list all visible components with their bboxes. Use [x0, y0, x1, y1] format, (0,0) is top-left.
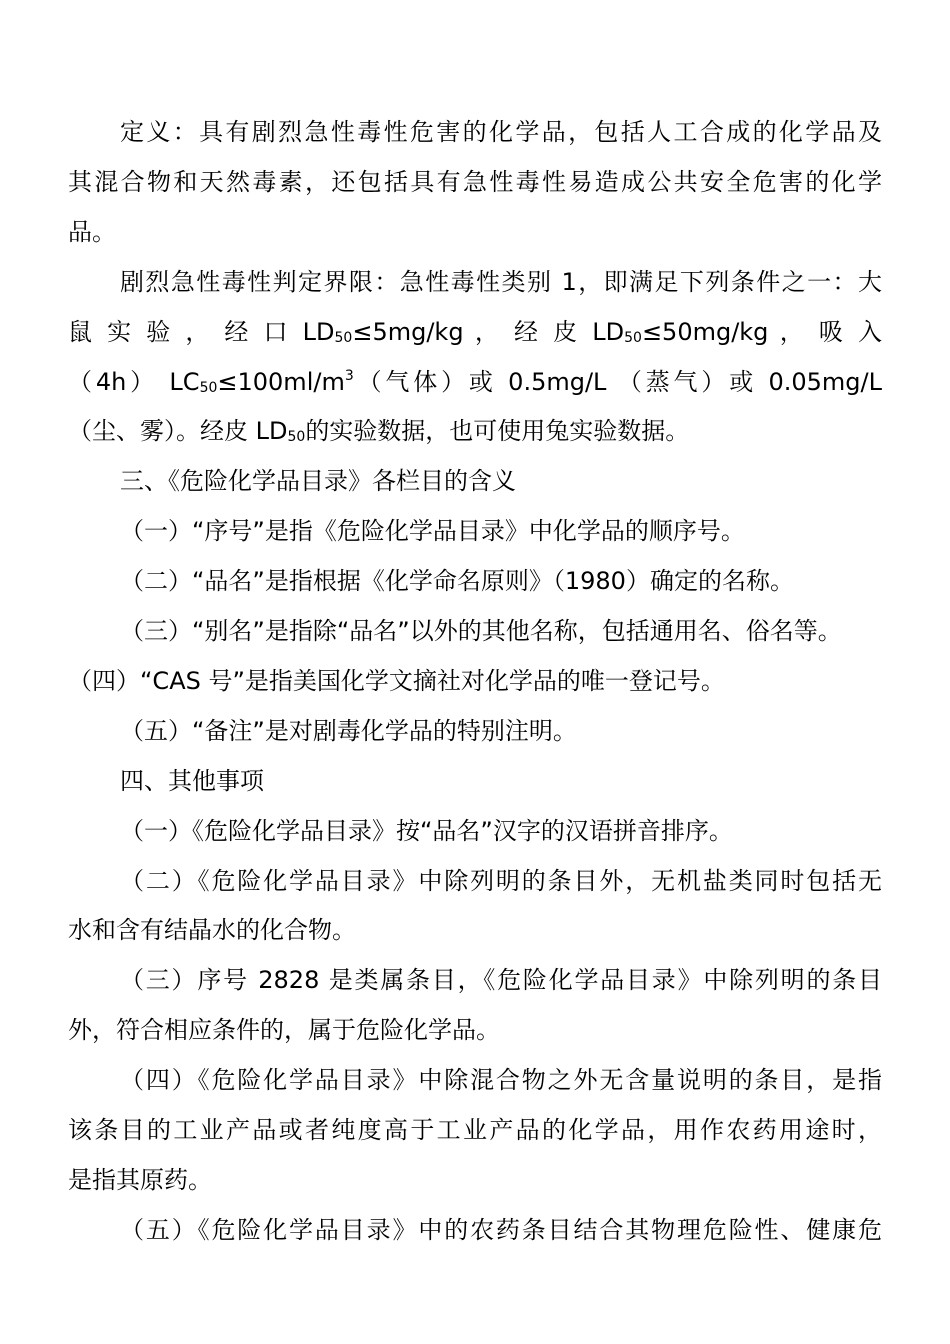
ld50-subscript: 50: [287, 429, 306, 445]
section3-item-4: （四）“CAS 号”是指美国化学文摘社对化学品的唯一登记号。: [68, 667, 725, 695]
threshold-text: （尘、雾）。经皮 LD: [68, 417, 288, 445]
definition-line-3: 品。: [68, 218, 116, 246]
section4-item-2-line-1: （二）《危险化学品目录》中除列明的条目外，无机盐类同时包括无: [120, 867, 882, 895]
section3-item-5: （五）“备注”是对剧毒化学品的特别注明。: [120, 717, 577, 745]
section4-item-5-line-1: （五）《危险化学品目录》中的农药条目结合其物理危险性、健康危: [120, 1216, 882, 1244]
cubic-superscript: 3: [344, 368, 354, 384]
section3-item-1: （一）“序号”是指《危险化学品目录》中化学品的顺序号。: [120, 517, 745, 545]
threshold-text: （气体）或 0.5mg/L （蒸气）或 0.05mg/L: [353, 368, 882, 396]
threshold-text: （4h） LC: [68, 368, 200, 396]
threshold-text: ≤100ml/m: [217, 368, 345, 396]
section3-item-2: （二）“品名”是指根据《化学命名原则》（1980）确定的名称。: [120, 567, 794, 595]
lc50-subscript: 50: [199, 380, 218, 396]
ld50-subscript: 50: [334, 330, 353, 346]
section4-item-3-line-2: 外，符合相应条件的，属于危险化学品。: [68, 1016, 500, 1044]
threshold-text: ≤50mg/kg ， 吸 入: [641, 318, 883, 346]
section4-item-2-line-2: 水和含有结晶水的化合物。: [68, 916, 356, 944]
section4-item-4-line-2: 该条目的工业产品或者纯度高于工业产品的化学品，用作农药用途时，: [68, 1116, 882, 1144]
section4-item-3-line-1: （三）序号 2828 是类属条目，《危险化学品目录》中除列明的条目: [120, 966, 882, 994]
section4-item-1: （一）《危险化学品目录》按“品名”汉字的汉语拼音排序。: [120, 817, 733, 845]
threshold-line-4: [68, 413, 882, 449]
section3-heading: 三、《危险化学品目录》各栏目的含义: [120, 467, 516, 495]
section4-heading: 四、其他事项: [120, 767, 264, 795]
definition-line-2: 其混合物和天然毒素，还包括具有急性毒性易造成公共安全危害的化学: [68, 168, 882, 196]
threshold-text: 的实验数据，也可使用兔实验数据。: [305, 417, 690, 445]
section4-item-4-line-3: 是指其原药。: [68, 1166, 212, 1194]
section3-item-3: （三）“别名”是指除“品名”以外的其他名称，包括通用名、俗名等。: [120, 617, 842, 645]
threshold-text: 鼠 实 验 ， 经 口 LD: [68, 318, 335, 346]
threshold-line-1: 剧烈急性毒性判定界限：急性毒性类别 1，即满足下列条件之一：大: [120, 268, 882, 296]
threshold-text: ≤5mg/kg ， 经 皮 LD: [352, 318, 625, 346]
section4-item-4-line-1: （四）《危险化学品目录》中除混合物之外无含量说明的条目，是指: [120, 1066, 882, 1094]
threshold-line-2: [68, 314, 882, 350]
threshold-line-3: [68, 364, 882, 400]
definition-line-1: 定义：具有剧烈急性毒性危害的化学品，包括人工合成的化学品及: [120, 118, 882, 146]
ld50-subscript: 50: [624, 330, 642, 346]
